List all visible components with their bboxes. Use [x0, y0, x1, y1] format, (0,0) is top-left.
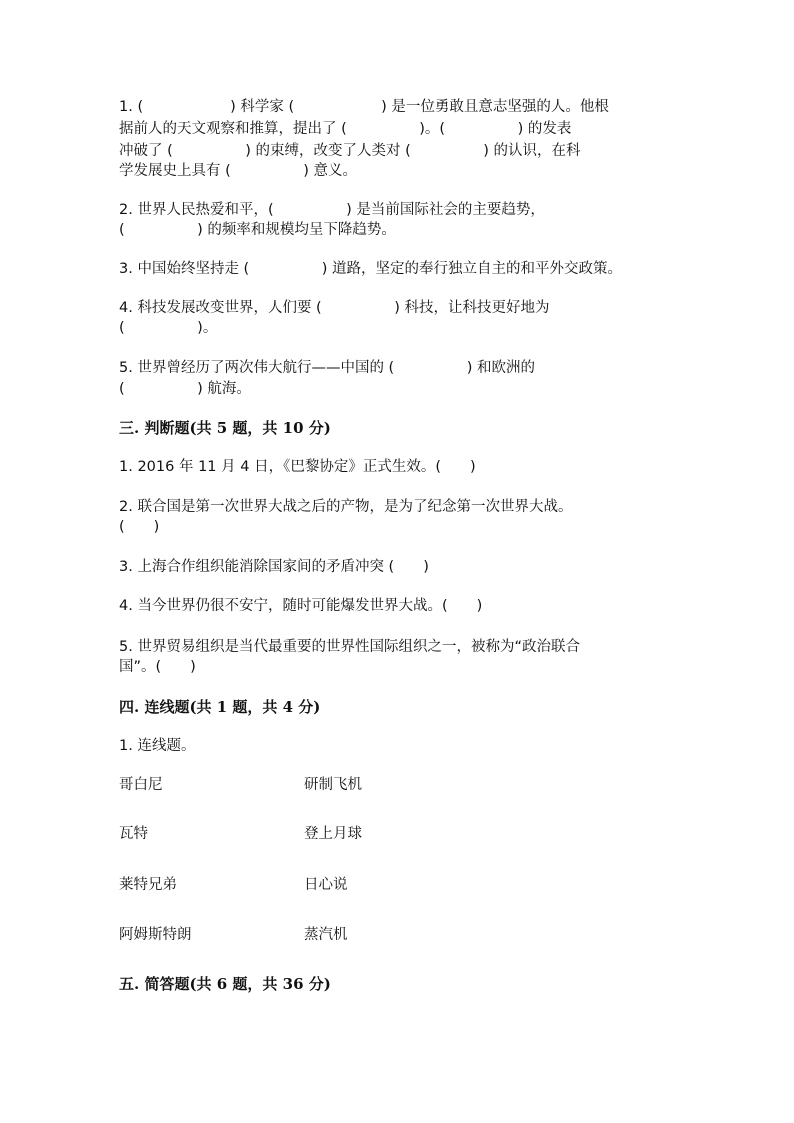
section-5-heading: 五. 简答题(共 6 题，共 36 分) — [119, 975, 331, 993]
fill-q2-line2: ( ) 的频率和规模均呈下降趋势。 — [119, 222, 396, 238]
fill-q1-line2: 据前人的天文观察和推算，提出了 ( )。( ) 的发表 — [119, 121, 572, 137]
fill-q4-line1: 4. 科技发展改变世界，人们要 ( ) 科技，让科技更好地为 — [119, 300, 550, 316]
fill-q4-line2: ( )。 — [119, 320, 218, 336]
judge-q3: 3. 上海合作组织能消除国家间的矛盾冲突 ( ) — [119, 559, 429, 575]
fill-q5-line1: 5. 世界曾经历了两次伟大航行——中国的 ( ) 和欧洲的 — [119, 360, 535, 376]
judge-q5-line1: 5. 世界贸易组织是当代最重要的世界性国际组织之一，被称为“政治联合 — [119, 639, 580, 655]
fill-q5-line2: ( ) 航海。 — [119, 381, 251, 397]
judge-q2-line1: 2. 联合国是第一次世界大战之后的产物，是为了纪念第一次世界大战。 — [119, 499, 573, 515]
match-right-item: 蒸汽机 — [304, 927, 348, 943]
match-left-item: 莱特兄弟 — [119, 877, 177, 893]
matching-question: 1. 连线题。 — [119, 738, 196, 754]
fill-q2-line1: 2. 世界人民热爱和平，( ) 是当前国际社会的主要趋势， — [119, 202, 545, 218]
judge-q1: 1. 2016 年 11 月 4 日，《巴黎协定》正式生效。( ) — [119, 459, 476, 475]
match-left-item: 阿姆斯特朗 — [119, 927, 192, 943]
match-right-item: 登上月球 — [304, 826, 362, 842]
fill-q3-line1: 3. 中国始终坚持走 ( ) 道路，坚定的奉行独立自主的和平外交政策。 — [119, 261, 622, 277]
judge-q4: 4. 当今世界仍很不安宁，随时可能爆发世界大战。( ) — [119, 598, 483, 614]
fill-q1-line3: 冲破了 ( ) 的束缚，改变了人类对 ( ) 的认识，在科 — [119, 143, 581, 159]
match-right-item: 研制飞机 — [304, 777, 362, 793]
fill-q1-line1: 1. ( ) 科学家 ( ) 是一位勇敢且意志坚强的人。他根 — [119, 99, 609, 115]
judge-q5-line2: 国”。( ) — [119, 659, 196, 675]
match-left-item: 瓦特 — [119, 826, 148, 842]
fill-q1-line4: 学发展史上具有 ( ) 意义。 — [119, 163, 358, 179]
match-right-item: 日心说 — [304, 877, 348, 893]
judge-q2-line2: ( ) — [119, 519, 160, 535]
section-3-heading: 三. 判断题(共 5 题，共 10 分) — [119, 419, 331, 437]
section-4-heading: 四. 连线题(共 1 题，共 4 分) — [119, 698, 321, 716]
match-left-item: 哥白尼 — [119, 777, 163, 793]
